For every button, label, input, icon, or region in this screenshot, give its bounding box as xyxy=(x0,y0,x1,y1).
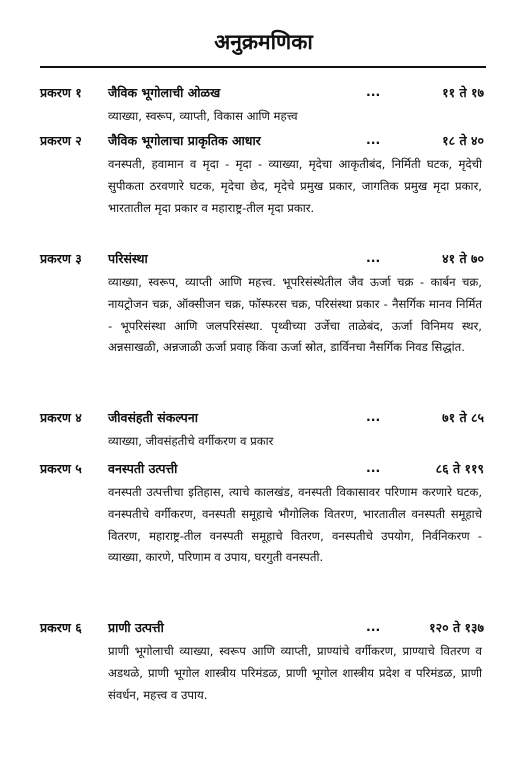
chapter-title: जैविक भूगोलाचा प्राकृतिक आधार xyxy=(108,133,261,148)
leader-dots: ... xyxy=(366,619,381,634)
chapter-title: जैविक भूगोलाची ओळख xyxy=(108,85,221,100)
leader-dots: ... xyxy=(366,409,381,424)
leader-dots: ... xyxy=(366,250,381,265)
title-underline xyxy=(40,66,486,68)
chapter-title: परिसंस्था xyxy=(108,251,148,266)
chapter-number: प्रकरण ३ xyxy=(40,251,82,266)
chapter-description: वनस्पती, हवामान व मृदा - मृदा - व्याख्या, मृदेचा आकृतीबंद, निर्मिती घटक, मृदेची सुपीकता ठरवणारे घटक, मृदेचा छेद, मृदेचे प्रमुख प्रकार, जागतिक प्रमुख मृदा प्रकार, भारतातील मृदा प्रकार व महाराष्ट्र-तील मृदा प्रकार. xyxy=(108,157,482,215)
chapter-number: प्रकरण १ xyxy=(40,85,82,100)
chapter-description: वनस्पती उत्पत्तीचा इतिहास, त्याचे कालखंड, वनस्पती विकासावर परिणाम करणारे घटक, वनस्पतीचे वर्गीकरण, वनस्पती समूहाचे भौगोलिक वितरण, भारतातील वनस्पती समूहाचे वितरण, महाराष्ट्र-तील वनस्पती समूहाचे वितरण, वनस्पतीचे उपयोग, निर्वनिकरण - व्याख्या, कारणे, परिणाम व उपाय, घरगुती वनस्पती. xyxy=(108,485,482,565)
page-range: ४१ ते ७० xyxy=(442,251,484,266)
page-range: ८६ ते ११९ xyxy=(435,461,484,476)
chapter-title: जीवसंहती संकल्पना xyxy=(108,410,198,425)
page-range: ७१ ते ८५ xyxy=(442,410,484,425)
entry-heading xyxy=(108,619,490,641)
entry-heading xyxy=(108,250,490,272)
leader-dots: ... xyxy=(366,132,381,147)
chapter-number: प्रकरण २ xyxy=(40,133,82,148)
chapter-title: प्राणी उत्पत्ती xyxy=(108,620,164,635)
page-title: अनुक्रमणिका xyxy=(214,30,313,54)
chapter-title: वनस्पती उत्पत्ती xyxy=(108,461,178,476)
leader-dots: ... xyxy=(366,84,381,99)
page-range: १८ ते ४० xyxy=(442,133,484,148)
entry-heading xyxy=(108,84,490,106)
chapter-description: प्राणी भूगोलाची व्याख्या, स्वरूप आणि व्याप्ती, प्राण्यांचे वर्गीकरण, प्राण्याचे वितरण व अडथळे, प्राणी भूगोल शास्त्रीय परिमंडळ, प्राणी भूगोल शास्त्रीय प्रदेश व परिमंडळ, प्राणी संवर्धन, महत्त्व व उपाय. xyxy=(108,644,482,702)
entry-heading xyxy=(108,460,490,482)
chapter-number: प्रकरण ५ xyxy=(40,461,82,476)
chapter-number: प्रकरण ६ xyxy=(40,620,82,635)
entry-heading xyxy=(108,409,490,431)
chapter-description: व्याख्या, स्वरूप, व्याप्ती, विकास आणि महत्त्व xyxy=(108,109,298,123)
chapter-description: व्याख्या, स्वरूप, व्याप्ती आणि महत्त्व. भूपरिसंस्थेतील जैव ऊर्जा चक्र - कार्बन चक्र, नायट्रोजन चक्र, ऑक्सीजन चक्र, फॉस्फरस चक्र, परिसंस्था प्रकार - नैसर्गिक मानव निर्मित - भूपरिसंस्था आणि जलपरिसंस्था. पृथ्वीच्या उर्जेचा ताळेबंद, ऊर्जा विनिमय स्थर, अन्नसाखळी, अन्नजाळी ऊर्जा प्रवाह किंवा ऊर्जा स्रोत, डार्विनचा नैसर्गिक निवड सिद्धांत. xyxy=(108,275,482,355)
page-range: १२० ते १३७ xyxy=(429,620,484,635)
entry-heading xyxy=(108,132,490,154)
chapter-number: प्रकरण ४ xyxy=(40,410,82,425)
leader-dots: ... xyxy=(366,460,381,475)
page-range: ११ ते १७ xyxy=(442,85,484,100)
chapter-description: व्याख्या, जीवसंहतीचे वर्गीकरण व प्रकार xyxy=(108,434,274,448)
